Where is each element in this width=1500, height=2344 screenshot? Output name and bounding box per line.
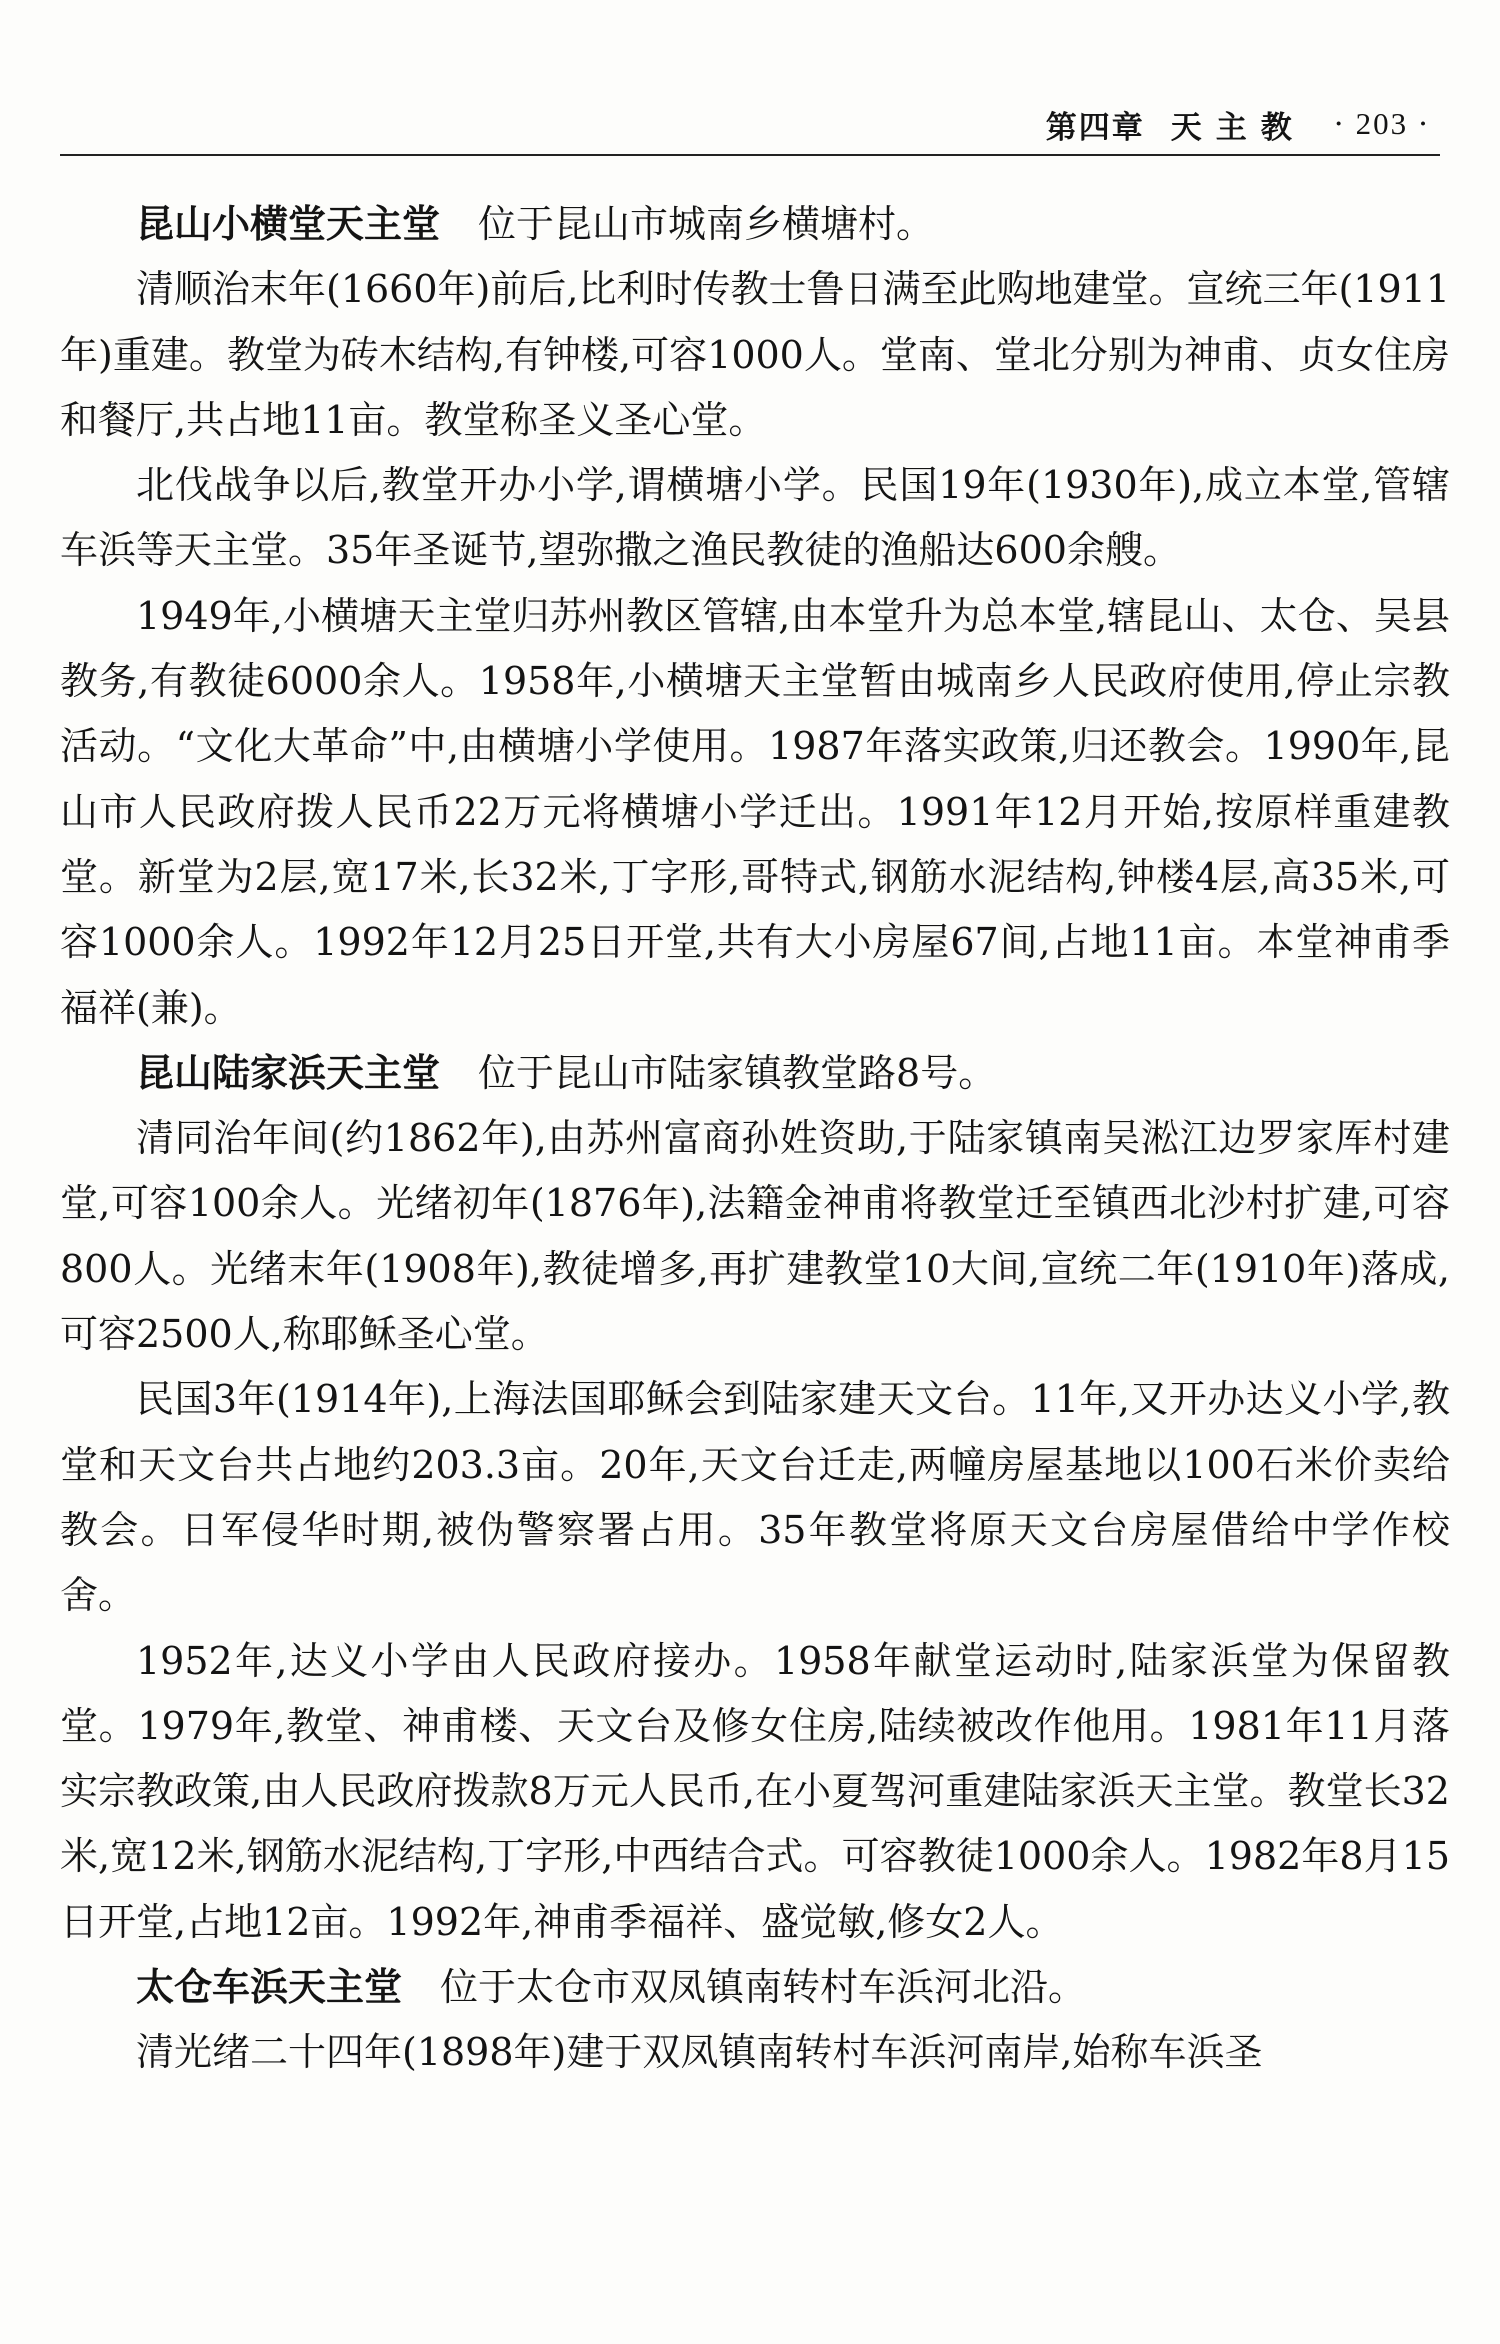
paragraph: 1952年,达义小学由人民政府接办。1958年献堂运动时,陆家浜堂为保留教堂。1979年,教堂、神甫楼、天文台及修女住房,陆续被改作他用。1981年11月落实宗教政策,由人民政府拨款8万元人民币,在小夏驾河重建陆家浜天主堂。教堂长32米,宽12米,钢筋水泥结构,丁字形,中西结合式。可容教徒1000余人。1982年8月15日开堂,占地12亩。1992年,神甫季福祥、盛觉敏,修女2人。 xyxy=(60,1638,1450,1944)
entry-heading xyxy=(60,1041,1450,1106)
paragraph: 北伐战争以后,教堂开办小学,谓横塘小学。民国19年(1930年),成立本堂,管辖车浜等天主堂。35年圣诞节,望弥撒之渔民教徒的渔船达600余艘。 xyxy=(60,463,1450,573)
entry-chebang xyxy=(60,1955,1450,2086)
entry-title: 太仓车浜天主堂 xyxy=(136,1965,403,2010)
entry-location: 位于昆山市陆家镇教堂路8号。 xyxy=(478,1050,997,1095)
paragraph: 民国3年(1914年),上海法国耶稣会到陆家建天文台。11年,又开办达义小学,教堂和天文台共占地约203.3亩。20年,天文台迁走,两幢房屋基地以100石米价卖给教会。日军侵华时期,被伪警察署占用。35年教堂将原天文台房屋借给中学作校舍。 xyxy=(60,1377,1450,1618)
entry-heading xyxy=(60,192,1450,257)
entry-location: 位于太仓市双凤镇南转村车浜河北沿。 xyxy=(440,1965,1087,2010)
paragraph: 1949年,小横塘天主堂归苏州教区管辖,由本堂升为总本堂,辖昆山、太仓、吴县教务,有教徒6000余人。1958年,小横塘天主堂暂由城南乡人民政府使用,停止宗教活动。“文化大革命”中,由横塘小学使用。1987年落实政策,归还教会。1990年,昆山市人民政府拨人民币22万元将横塘小学迁出。1991年12月开始,按原样重建教堂。新堂为2层,宽17米,长32米,丁字形,哥特式,钢筋水泥结构,钟楼4层,高35米,可容1000余人。1992年12月25日开堂,共有大小房屋67间,占地11亩。本堂神甫季福祥(兼)。 xyxy=(60,593,1450,1030)
entry-title: 昆山小横堂天主堂 xyxy=(136,202,441,246)
page-body xyxy=(60,192,1450,2086)
page-header xyxy=(60,94,1440,156)
running-head xyxy=(1046,102,1440,147)
entry-location: 位于昆山市城南乡横塘村。 xyxy=(478,202,935,246)
chapter-label: 第四章 xyxy=(1045,109,1145,146)
entry-lujiabang xyxy=(60,1041,1450,1955)
page-number: 203 xyxy=(1355,106,1409,141)
paragraph: 清顺治末年(1660年)前后,比利时传教士鲁日满至此购地建堂。宣统三年(1911年)重建。教堂为砖木结构,有钟楼,可容1000人。堂南、堂北分别为神甫、贞女住房和餐厅,共占地11亩。教堂称圣义圣心堂。 xyxy=(60,267,1450,442)
paragraph: 清光绪二十四年(1898年)建于双凤镇南转村车浜河南岸,始称车浜圣 xyxy=(136,2030,1263,2075)
separator-dot: · xyxy=(1418,106,1430,142)
section-label: 天主教 xyxy=(1170,109,1306,146)
entry-title: 昆山陆家浜天主堂 xyxy=(136,1050,441,1095)
entry-xiaohengtang xyxy=(60,192,1450,1041)
separator-dot: · xyxy=(1333,106,1346,142)
paragraph: 清同治年间(约1862年),由苏州富商孙姓资助,于陆家镇南吴淞江边罗家厍村建堂,可容100余人。光绪初年(1876年),法籍金神甫将教堂迁至镇西北沙村扩建,可容800人。光绪末年(1908年),教徒增多,再扩建教堂10大间,宣统二年(1910年)落成,可容2500人,称耶稣圣心堂。 xyxy=(60,1116,1450,1357)
entry-heading xyxy=(60,1955,1450,2020)
